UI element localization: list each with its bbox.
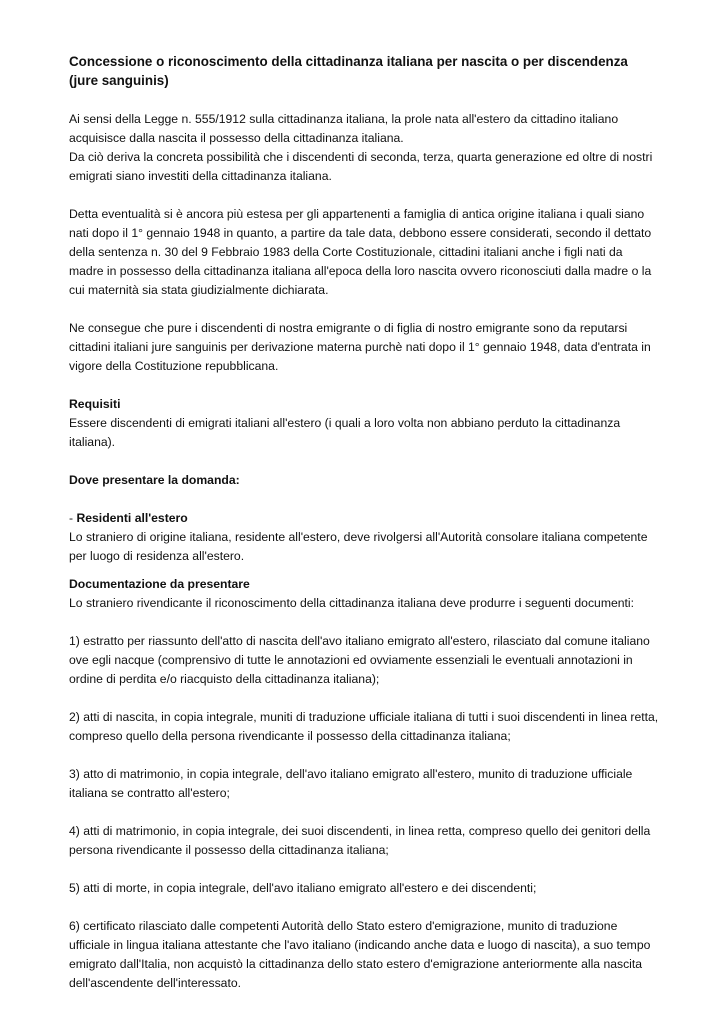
intro-paragraph-2: Da ciò deriva la concreta possibilità che i discendenti di seconda, terza, quarta generazione ed oltre di nostri emigrati siano investiti della cittadinanza italiana. (69, 150, 653, 183)
residenti-text: Lo straniero di origine italiana, residente all'estero, deve rivolgersi all'Autorità consolare italiana competente per luogo di residenza all'estero. (69, 530, 648, 563)
document-page (69, 52, 659, 1012)
list-item: 5) atti di morte, in copia integrale, dell'avo italiano emigrato all'estero e dei discendenti; (69, 881, 537, 895)
paragraph-consegue: Ne consegue che pure i discendenti di nostra emigrante o di figlia di nostro emigrante sono da reputarsi cittadini italiani jure sanguinis per derivazione materna purchè nati dopo il 1° gennaio 1948, data d'entrata in vigore della Costituzione repubblicana. (69, 321, 651, 373)
requisiti-text: Essere discendenti di emigrati italiani all'estero (i quali a loro volta non abbiano perduto la cittadinanza italiana). (69, 416, 621, 449)
residenti-prefix: - (69, 511, 77, 525)
document-list (69, 632, 659, 993)
list-item: 1) estratto per riassunto dell'atto di nascita dell'avo italiano emigrato all'estero, rilasciato dal comune italiano ove egli nacque (comprensivo di tutte le annotazioni ed ovviamente essenziali le eventuali annotazioni in ordine di perdita e/o riacquisto della cittadinanza italiana); (69, 634, 650, 686)
documentazione-intro: Lo straniero rivendicante il riconoscimento della cittadinanza italiana deve produrre i seguenti documenti: (69, 596, 635, 610)
list-item: 3) atto di matrimonio, in copia integrale, dell'avo italiano emigrato all'estero, munito di traduzione ufficiale italiana se contratto all'estero; (69, 767, 633, 800)
paragraph-eventualita: Detta eventualità si è ancora più estesa per gli appartenenti a famiglia di antica origine italiana i quali siano nati dopo il 1° gennaio 1948 in quanto, a partire da tale data, debbono essere considerati, secondo il dettato della sentenza n. 30 del 9 Febbraio 1983 della Corte Costituzionale, cittadini italiani anche i figli nati da madre in possesso della cittadinanza italiana all'epoca della loro nascita ovvero riconosciuti dalla madre o la cui maternità sia stata giudizialmente dichiarata. (69, 207, 652, 297)
requisiti-section (69, 395, 659, 452)
document-title: Concessione o riconoscimento della cittadinanza italiana per nascita o per discendenza (jure sanguinis) (69, 54, 628, 88)
residenti-section (69, 509, 659, 566)
documentazione-section (69, 575, 659, 613)
list-item: 6) certificato rilasciato dalle competenti Autorità dello Stato estero d'emigrazione, munito di traduzione ufficiale in lingua italiana attestante che l'avo italiano (indicando anche data e luogo di nascita), a suo tempo emigrato dall'Italia, non acquistò la cittadinanza dello stato estero d'emigrazione anteriormente alla nascita dell'ascendente dell'interessato. (69, 919, 651, 990)
documentazione-heading: Documentazione da presentare (69, 577, 250, 591)
list-item: 4) atti di matrimonio, in copia integrale, dei suoi discendenti, in linea retta, compreso quello dei genitori della persona rivendicante il possesso della cittadinanza italiana; (69, 824, 651, 857)
residenti-heading-line (69, 509, 659, 528)
intro-paragraph-1: Ai sensi della Legge n. 555/1912 sulla cittadinanza italiana, la prole nata all'estero da cittadino italiano acquisisce dalla nascita il possesso della cittadinanza italiana. (69, 112, 619, 145)
intro-section (69, 110, 659, 186)
list-item: 2) atti di nascita, in copia integrale, muniti di traduzione ufficiale italiana di tutti i suoi discendenti in linea retta, compreso quello della persona rivendicante il possesso della cittadinanza italiana; (69, 710, 659, 743)
dove-heading: Dove presentare la domanda: (69, 473, 240, 487)
requisiti-heading: Requisiti (69, 397, 121, 411)
residenti-heading: Residenti all'estero (76, 511, 188, 525)
